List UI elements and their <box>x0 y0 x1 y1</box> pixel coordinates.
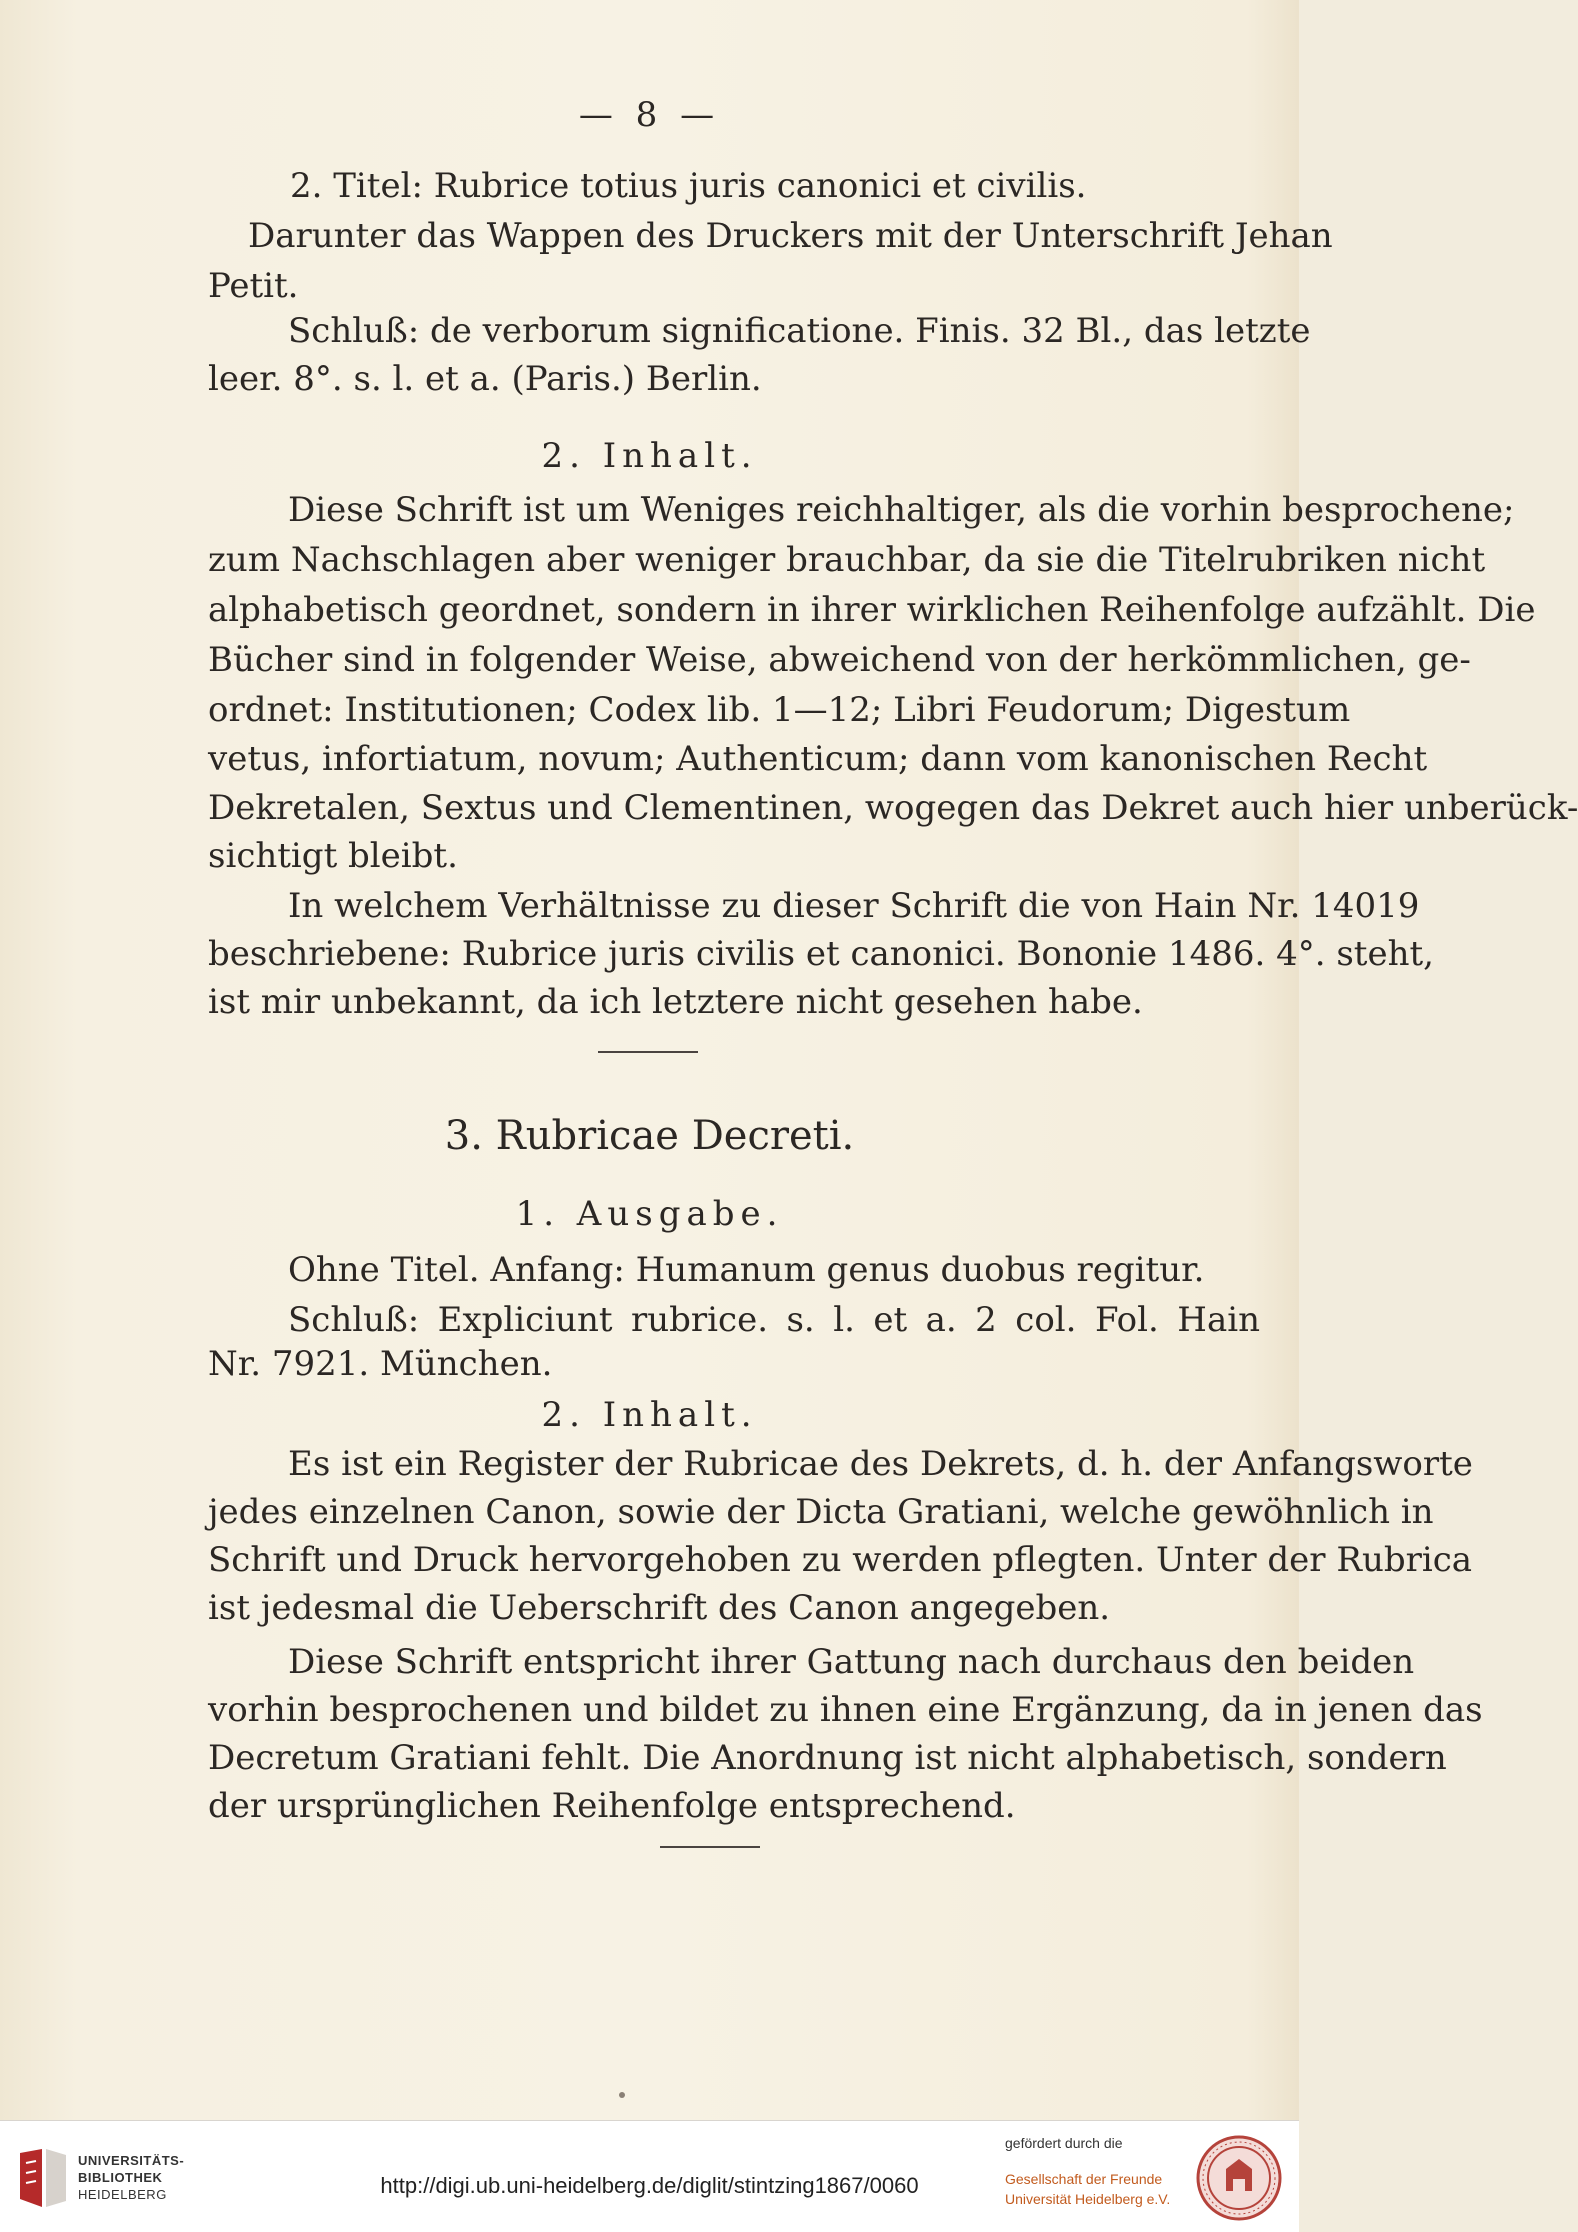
text-line: Es ist ein Register der Rubricae des Dekrets, d. h. der Anfangsworte <box>288 1444 1473 1484</box>
text-line: vorhin besprochenen und bildet zu ihnen eine Ergänzung, da in jenen das <box>208 1690 1483 1730</box>
separator-rule <box>660 1846 760 1848</box>
text-line: jedes einzelnen Canon, sowie der Dicta Gratiani, welche gewöhnlich in <box>208 1492 1434 1532</box>
text-line: Petit. <box>208 266 299 306</box>
permalink-url[interactable]: http://digi.ub.uni-heidelberg.de/diglit/stintzing1867/0060 <box>380 2173 919 2198</box>
text-line: beschriebene: Rubrice juris civilis et canonici. Bononie 1486. 4°. steht, <box>208 934 1434 974</box>
library-name-line: BIBLIOTHEK <box>78 2170 163 2185</box>
text-line: Darunter das Wappen des Druckers mit der Unterschrift Jehan <box>248 216 1333 256</box>
section-subheading: 1. Ausgabe. <box>515 1194 784 1234</box>
supporter-name: Gesellschaft der Freunde <box>1005 2171 1163 2187</box>
text-line: Nr. 7921. München. <box>208 1344 553 1384</box>
library-name-line: HEIDELBERG <box>78 2187 167 2202</box>
section-subheading: 2. Inhalt. <box>541 1395 758 1435</box>
text-line: ist jedesmal die Ueberschrift des Canon angegeben. <box>208 1588 1111 1628</box>
text-line: Ohne Titel. Anfang: Humanum genus duobus regitur. <box>288 1250 1205 1290</box>
text-line: der ursprünglichen Reihenfolge entsprechend. <box>208 1786 1016 1826</box>
text-line: zum Nachschlagen aber weniger brauchbar, da sie die Titelrubriken nicht <box>208 540 1486 580</box>
text-line: In welchem Verhältnisse zu dieser Schrift die von Hain Nr. 14019 <box>288 886 1420 926</box>
university-seal-icon <box>1196 2135 1282 2221</box>
text-line: Dekretalen, Sextus und Clementinen, wogegen das Dekret auch hier unberück- <box>208 788 1578 828</box>
text-line: vetus, infortiatum, novum; Authenticum; dann vom kanonischen Recht <box>208 739 1428 779</box>
section-subheading: 2. Inhalt. <box>541 436 758 476</box>
text-line: leer. 8°. s. l. et a. (Paris.) Berlin. <box>208 359 762 399</box>
text-line: Diese Schrift ist um Weniges reichhaltiger, als die vorhin besprochene; <box>288 490 1515 530</box>
supporter-name: Universität Heidelberg e.V. <box>1005 2191 1171 2207</box>
text-line: sichtigt bleibt. <box>208 836 458 876</box>
separator-rule <box>598 1051 698 1053</box>
chapter-heading: 3. Rubricae Decreti. <box>444 1113 855 1159</box>
text-line: Decretum Gratiani fehlt. Die Anordnung ist nicht alphabetisch, sondern <box>208 1738 1447 1778</box>
text-line: Schrift und Druck hervorgehoben zu werden pflegten. Unter der Rubrica <box>208 1540 1473 1580</box>
page-speck <box>619 2092 625 2098</box>
library-name-line: UNIVERSITÄTS- <box>78 2153 185 2168</box>
text-line: Diese Schrift entspricht ihrer Gattung nach durchaus den beiden <box>288 1642 1415 1682</box>
text-line: 2. Titel: Rubrice totius juris canonici et civilis. <box>290 166 1087 206</box>
text-line: ordnet: Institutionen; Codex lib. 1—12; Libri Feudorum; Digestum <box>208 690 1351 730</box>
text-line: Schluß: de verborum significatione. Finis. 32 Bl., das letzte <box>288 311 1311 351</box>
text-line: ist mir unbekannt, da ich letztere nicht gesehen habe. <box>208 982 1143 1022</box>
text-line: alphabetisch geordnet, sondern in ihrer wirklichen Reihenfolge aufzählt. Die <box>208 590 1536 630</box>
page-number: — 8 — <box>578 95 721 135</box>
text-line: Bücher sind in folgender Weise, abweichend von der herkömmlichen, ge- <box>208 640 1471 680</box>
footer-bar <box>0 2120 1299 2232</box>
text-line: Schluß: Expliciunt rubrice. s. l. et a. 2 col. Fol. Hain <box>288 1300 1260 1340</box>
supporter-title: gefördert durch die <box>1005 2135 1123 2151</box>
